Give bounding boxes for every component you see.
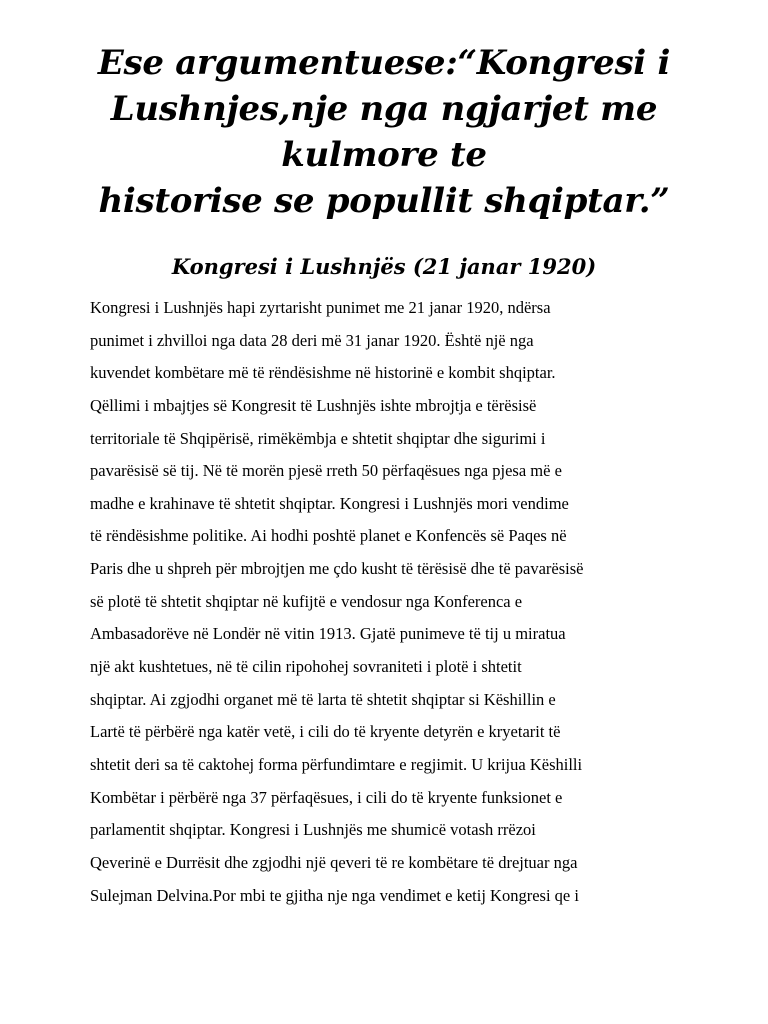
title-line: historise se popullit shqiptar.” xyxy=(98,181,670,221)
body-line: Kombëtar i përbërë nga 37 përfaqësues, i cili do të kryente funksionet e xyxy=(90,787,563,807)
body-line: punimet i zhvilloi nga data 28 deri më 31 janar 1920. Është një nga xyxy=(90,330,534,350)
body-line: Qëllimi i mbajtjes së Kongresit të Lushnjës ishte mbrojtja e tërësisë xyxy=(90,395,537,415)
body-line: Ambasadorëve në Londër në vitin 1913. Gjatë punimeve të tij u miratua xyxy=(90,624,566,644)
body-line: së plotë të shtetit shqiptar në kufijtë e vendosur nga Konferenca e xyxy=(90,591,523,611)
body-line: një akt kushtetues, në të cilin ripohohej sovraniteti i plotë i shtetit xyxy=(90,657,522,677)
body-line: Qeverinë e Durrësit dhe zgjodhi një qeveri të re kombëtare të drejtuar nga xyxy=(90,852,578,872)
section-heading: Kongresi i Lushnjës (21 janar 1920) xyxy=(171,254,597,279)
body-line: Lartë të përbërë nga katër vetë, i cili do të kryente detyrën e kryetarit të xyxy=(90,722,561,742)
body-line: të rëndësishme politike. Ai hodhi poshtë planet e Konfencës së Paqes në xyxy=(90,526,567,546)
body-line: shqiptar. Ai zgjodhi organet më të larta të shtetit shqiptar si Këshillin e xyxy=(90,689,556,709)
document-title xyxy=(40,40,728,224)
body-line: Sulejman Delvina.Por mbi te gjitha nje nga vendimet e ketij Kongresi qe i xyxy=(90,885,579,905)
body-line: shtetit deri sa të caktohej forma përfundimtare e regjimit. U krijua Këshilli xyxy=(90,754,583,774)
title-line: Lushnjes,nje nga ngjarjet me kulmore te xyxy=(110,89,658,175)
body-line: parlamentit shqiptar. Kongresi i Lushnjës me shumicë votash rrëzoi xyxy=(90,820,536,840)
body-line: madhe e krahinave të shtetit shqiptar. Kongresi i Lushnjës mori vendime xyxy=(90,493,569,513)
body-paragraph xyxy=(90,292,690,912)
body-line: Paris dhe u shpreh për mbrojtjen me çdo kusht të tërësisë dhe të pavarësisë xyxy=(90,559,584,579)
body-line: Kongresi i Lushnjës hapi zyrtarisht punimet me 21 janar 1920, ndërsa xyxy=(90,298,551,317)
body-line: kuvendet kombëtare më të rëndësishme në historinë e kombit shqiptar. xyxy=(90,363,556,383)
body-line: pavarësisë së tij. Në të morën pjesë rreth 50 përfaqësues nga pjesa më e xyxy=(90,461,562,481)
title-line: Ese argumentuese:“Kongresi i xyxy=(97,43,671,83)
body-line: territoriale të Shqipërisë, rimëkëmbja e shtetit shqiptar dhe sigurimi i xyxy=(90,428,546,448)
